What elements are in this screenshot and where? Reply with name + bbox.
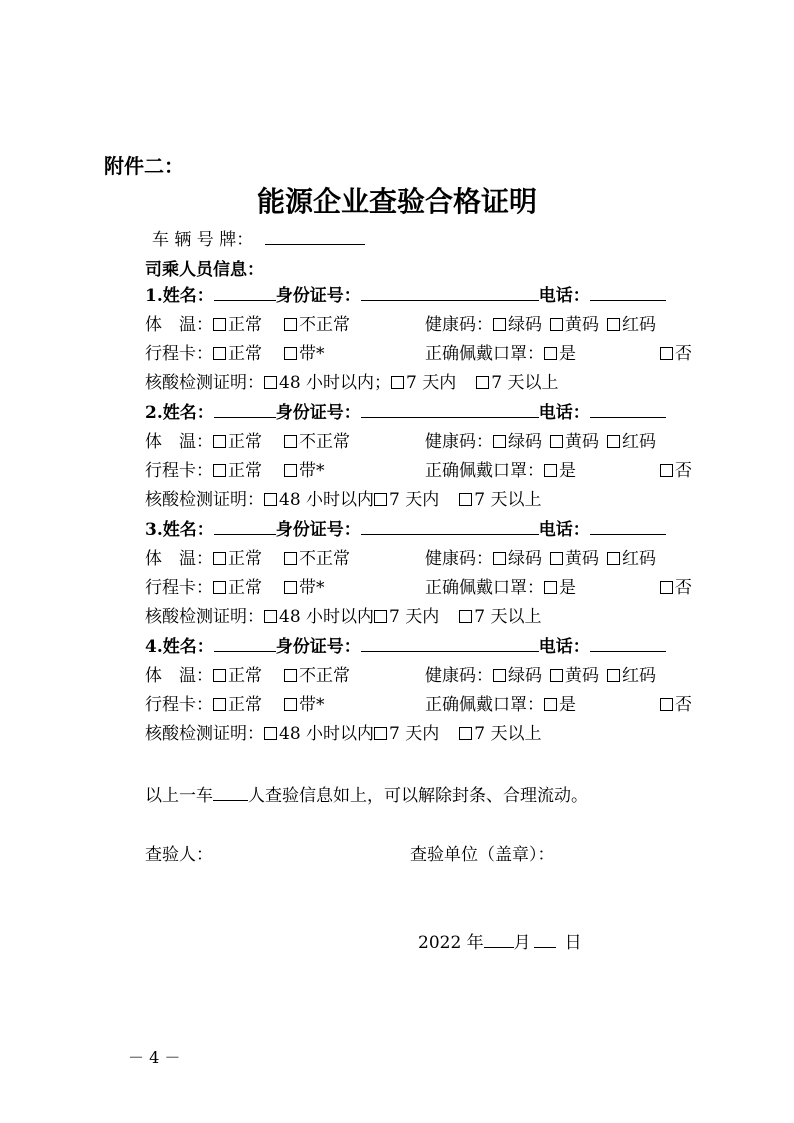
mask-yes-option[interactable]: 是 [544,573,576,598]
person-2-nucleic [145,485,542,510]
statement-before: 以上一车 [145,786,213,806]
checkbox-icon[interactable] [459,727,472,740]
phone-label: 电话： [538,286,590,306]
unit-label: 查验单位（盖章）： [410,845,555,865]
temp-normal-option[interactable]: 正常 [213,544,262,569]
checkbox-icon[interactable] [264,493,277,506]
nucleic-label: 核酸检测证明： [145,607,264,627]
temp-normal-option[interactable]: 正常 [213,661,262,686]
person-2-health-code [425,427,656,452]
person-2-mask-no[interactable] [660,456,692,481]
checkbox-icon[interactable] [660,698,673,711]
person-number: 2. [145,403,163,423]
date-year: 2022 年 [418,933,484,953]
nucleic-7d-option[interactable]: 7 天内 [391,368,456,393]
person-1-nucleic [145,368,559,393]
checkbox-icon[interactable] [284,669,297,682]
person-count-field[interactable] [213,784,248,801]
checkbox-icon[interactable] [607,318,620,331]
checkbox-icon[interactable] [607,552,620,565]
nucleic-48h-option[interactable]: 48 小时以内 [264,485,374,510]
red-code-option[interactable]: 红码 [607,310,656,335]
yellow-code-option[interactable]: 黄码 [550,544,599,569]
checkbox-icon[interactable] [213,669,226,682]
person-3-health-code [425,544,656,569]
itinerary-normal-option[interactable]: 正常 [213,573,262,598]
checkbox-icon[interactable] [607,435,620,448]
nucleic-7d-option[interactable]: 7 天内 [374,485,439,510]
mask-label: 正确佩戴口罩： [425,344,544,364]
document-title: 能源企业查验合格证明 [256,185,537,218]
checkbox-icon[interactable] [284,464,297,477]
name-field[interactable] [214,518,276,535]
yellow-code-option[interactable]: 黄码 [550,427,599,452]
yellow-code-option[interactable]: 黄码 [550,661,599,686]
person-4-mask-no[interactable] [660,690,692,715]
plate-number-field[interactable] [265,228,365,245]
red-code-option[interactable]: 红码 [607,661,656,686]
checkbox-icon[interactable] [544,347,557,360]
checkbox-icon[interactable] [213,318,226,331]
checkbox-icon[interactable] [660,581,673,594]
person-4-health-code [425,661,656,686]
itinerary-star-option[interactable]: 带* [284,690,325,715]
plate-label: 车 辆 号 牌： [152,230,254,250]
person-1-mask [425,339,576,364]
statement-after: 人查验信息如上，可以解除封条、合理流动。 [248,786,588,806]
temp-normal-option[interactable]: 正常 [213,310,262,335]
green-code-option[interactable]: 绿码 [493,310,542,335]
nucleic-48h-option[interactable]: 48 小时以内 [264,602,374,627]
itinerary-normal-option[interactable]: 正常 [213,690,262,715]
person-3-nucleic [145,602,542,627]
mask-yes-option[interactable]: 是 [544,339,576,364]
checkbox-icon[interactable] [660,464,673,477]
itinerary-normal-option[interactable]: 正常 [213,339,262,364]
checkbox-icon[interactable] [284,347,297,360]
id-label: 身份证号： [275,403,361,423]
checkbox-icon[interactable] [660,347,673,360]
mask-yes-option[interactable]: 是 [544,690,576,715]
phone-label: 电话： [538,403,590,423]
checkbox-icon[interactable] [550,435,563,448]
name-label: 姓名： [162,403,214,423]
mask-no-label: 否 [675,344,692,364]
person-number: 4. [145,637,163,657]
checkbox-icon[interactable] [544,464,557,477]
id-label: 身份证号： [275,286,361,306]
checkbox-icon[interactable] [550,669,563,682]
name-field[interactable] [214,401,276,418]
id-label: 身份证号： [275,520,361,540]
person-4-itinerary [145,690,325,715]
nucleic-label: 核酸检测证明： [145,724,264,744]
red-code-option[interactable]: 红码 [607,544,656,569]
temp-normal-option[interactable]: 正常 [213,427,262,452]
checkbox-icon[interactable] [493,669,506,682]
temp-abnormal-option[interactable]: 不正常 [284,310,350,335]
itinerary-star-option[interactable]: 带* [284,573,325,598]
checkbox-icon[interactable] [493,552,506,565]
checkbox-icon[interactable] [493,318,506,331]
checkbox-icon[interactable] [607,669,620,682]
green-code-option[interactable]: 绿码 [493,661,542,686]
name-label: 姓名： [162,286,214,306]
person-1-health-code [425,310,656,335]
checkbox-icon[interactable] [550,552,563,565]
mask-label: 正确佩戴口罩： [425,461,544,481]
checkbox-icon[interactable] [284,435,297,448]
checkbox-icon[interactable] [284,552,297,565]
person-4-nucleic [145,719,542,744]
red-code-option[interactable]: 红码 [607,427,656,452]
mask-no-label: 否 [675,695,692,715]
itinerary-label: 行程卡： [145,695,213,715]
temperature-label: 体 温： [145,549,213,569]
nucleic-label: 核酸检测证明： [145,490,264,510]
mask-label: 正确佩戴口罩： [425,578,544,598]
temperature-label: 体 温： [145,666,213,686]
checkbox-icon[interactable] [476,376,489,389]
person-3-id-row [145,515,666,540]
phone-label: 电话： [538,637,590,657]
checkbox-icon[interactable] [284,581,297,594]
date-line [418,928,582,953]
section-label: 司乘人员信息： [145,260,264,280]
mask-no-label: 否 [675,461,692,481]
checkbox-icon[interactable] [493,435,506,448]
phone-field[interactable] [590,635,666,652]
id-number-field[interactable] [361,518,539,535]
person-1-mask-no[interactable] [660,339,692,364]
phone-label: 电话： [538,520,590,540]
mask-label: 正确佩戴口罩： [425,695,544,715]
checkbox-icon[interactable] [264,727,277,740]
nucleic-separator: ； [374,373,392,393]
person-1-temperature [145,310,350,335]
person-2-temperature [145,427,350,452]
checkbox-icon[interactable] [544,581,557,594]
checkbox-icon[interactable] [284,318,297,331]
checkbox-icon[interactable] [284,698,297,711]
nucleic-7d-option[interactable]: 7 天内 [374,602,439,627]
person-3-mask-no[interactable] [660,573,692,598]
checkbox-icon[interactable] [544,698,557,711]
checkbox-icon[interactable] [213,581,226,594]
checkbox-icon[interactable] [374,493,387,506]
date-day: 日 [564,933,582,953]
person-4-temperature [145,661,350,686]
checkbox-icon[interactable] [374,727,387,740]
mask-yes-option[interactable]: 是 [544,456,576,481]
nucleic-over7d-option[interactable]: 7 天以上 [459,719,541,744]
itinerary-star-option[interactable]: 带* [284,456,325,481]
health-code-label: 健康码： [425,549,493,569]
person-3-itinerary [145,573,325,598]
itinerary-label: 行程卡： [145,578,213,598]
id-label: 身份证号： [275,637,361,657]
id-number-field[interactable] [361,635,539,652]
page-number: － 4 － [128,1048,181,1067]
green-code-option[interactable]: 绿码 [493,427,542,452]
name-label: 姓名： [162,637,214,657]
attachment-label: 附件二： [104,154,184,178]
checkbox-icon[interactable] [391,376,404,389]
health-code-label: 健康码： [425,315,493,335]
person-2-itinerary [145,456,325,481]
person-2-mask [425,456,576,481]
green-code-option[interactable]: 绿码 [493,544,542,569]
date-month-field[interactable] [484,931,514,948]
nucleic-over7d-option[interactable]: 7 天以上 [459,602,541,627]
person-4-id-row [145,632,666,657]
checkbox-icon[interactable] [459,610,472,623]
date-month: 月 [513,933,531,953]
person-4-mask [425,690,576,715]
date-day-field[interactable] [534,931,556,948]
itinerary-label: 行程卡： [145,344,213,364]
checkbox-icon[interactable] [459,493,472,506]
person-number: 3. [145,520,163,540]
checkbox-icon[interactable] [213,698,226,711]
person-1-id-row [145,281,666,306]
nucleic-48h-option[interactable]: 48 小时以内 [264,719,374,744]
itinerary-normal-option[interactable]: 正常 [213,456,262,481]
statement [145,781,588,806]
health-code-label: 健康码： [425,432,493,452]
checkbox-icon[interactable] [213,464,226,477]
checkbox-icon[interactable] [213,435,226,448]
itinerary-label: 行程卡： [145,461,213,481]
id-number-field[interactable] [361,284,539,301]
phone-field[interactable] [590,401,666,418]
phone-field[interactable] [590,284,666,301]
checkbox-icon[interactable] [374,610,387,623]
inspector-label: 查验人： [145,845,213,865]
nucleic-48h-option[interactable]: 48 小时以内 [264,368,374,393]
health-code-label: 健康码： [425,666,493,686]
nucleic-7d-option[interactable]: 7 天内 [374,719,439,744]
person-1-itinerary [145,339,325,364]
person-number: 1. [145,286,163,306]
plate-row [152,225,365,250]
name-field[interactable] [214,635,276,652]
mask-no-label: 否 [675,578,692,598]
phone-field[interactable] [590,518,666,535]
nucleic-over7d-option[interactable]: 7 天以上 [459,485,541,510]
temperature-label: 体 温： [145,315,213,335]
temp-abnormal-option[interactable]: 不正常 [284,544,350,569]
checkbox-icon[interactable] [213,347,226,360]
temp-abnormal-option[interactable]: 不正常 [284,427,350,452]
temp-abnormal-option[interactable]: 不正常 [284,661,350,686]
yellow-code-option[interactable]: 黄码 [550,310,599,335]
person-2-id-row [145,398,666,423]
checkbox-icon[interactable] [264,376,277,389]
checkbox-icon[interactable] [213,552,226,565]
checkbox-icon[interactable] [550,318,563,331]
name-label: 姓名： [162,520,214,540]
id-number-field[interactable] [361,401,539,418]
checkbox-icon[interactable] [264,610,277,623]
temperature-label: 体 温： [145,432,213,452]
name-field[interactable] [214,284,276,301]
nucleic-label: 核酸检测证明： [145,373,264,393]
itinerary-star-option[interactable]: 带* [284,339,325,364]
nucleic-over7d-option[interactable]: 7 天以上 [476,368,558,393]
person-3-mask [425,573,576,598]
person-3-temperature [145,544,350,569]
